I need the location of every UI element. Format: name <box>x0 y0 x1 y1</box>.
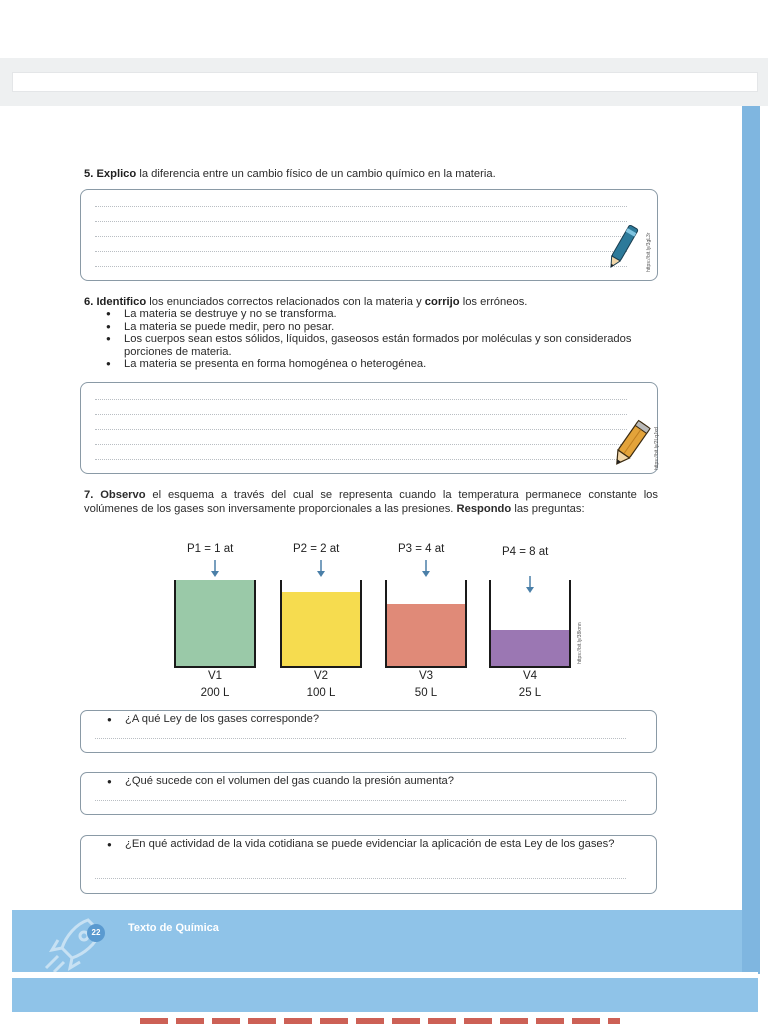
q5-text: la diferencia entre un cambio físico de un cambio químico en la materia. <box>136 168 496 180</box>
answer-line <box>95 206 627 207</box>
q7-verb-observo: Observo <box>100 489 146 501</box>
down-arrow-icon <box>210 560 220 578</box>
bottom-marks <box>140 1018 620 1024</box>
q6-verb-corrijo: corrijo <box>424 296 460 308</box>
pressure-label-1: P1 = 1 at <box>187 543 234 555</box>
pencil-icon <box>604 222 640 274</box>
beaker-1 <box>174 580 256 668</box>
volume-value-3: 50 L <box>414 687 438 699</box>
watermark-diagram: https://bit.ly/38kmn <box>577 622 583 664</box>
pressure-label-3: P3 = 4 at <box>398 543 445 555</box>
q5-verb: Explico <box>96 168 137 180</box>
answer-line <box>95 800 626 801</box>
gas-fill-2 <box>282 592 360 666</box>
q7-verb-respondo: Respondo <box>456 503 512 515</box>
q6-statement-2: ● La materia se puede medir, pero no pesar. <box>106 321 658 334</box>
beaker-4 <box>489 580 571 668</box>
q6-statement-4: ● La materia se presenta en forma homogénea o heterogénea. <box>106 358 658 371</box>
footer-title: Texto de Química <box>128 922 219 934</box>
answer-line <box>95 251 627 252</box>
q7-number: 7. <box>84 489 94 501</box>
answer-line <box>95 738 626 739</box>
volume-label-2: V2 <box>313 670 329 682</box>
q6-statement-list <box>106 308 658 371</box>
down-arrow-icon <box>316 560 326 578</box>
bullet-icon: ● <box>107 715 112 724</box>
q5-title <box>84 167 496 181</box>
answer-line <box>95 236 627 237</box>
watermark-pencil2: https://bit.ly/2LqJxd <box>654 427 660 470</box>
answer-line <box>95 878 626 879</box>
question-3-text: ¿En qué actividad de la vida cotidiana se puede evidenciar la aplicación de esta Ley de los gases? <box>125 838 615 850</box>
q7-text: el esquema a través del cual se representa cuando la temperatura permanece constante los volúmenes de los gases son inversamente proporcionales a las presiones. <box>84 489 659 515</box>
answer-line <box>95 444 627 445</box>
q7-end: las preguntas: <box>511 503 585 515</box>
watermark-pencil1: https://bit.ly/3gL3r <box>646 232 652 272</box>
answer-line <box>95 221 627 222</box>
q6-statement-1: ● La materia se destruye y no se transforma. <box>106 308 658 321</box>
q6-title <box>84 295 527 309</box>
bottom-strip <box>12 978 758 1012</box>
q6-mid: los enunciados correctos relacionados con la materia y <box>146 296 425 308</box>
answer-line <box>95 414 627 415</box>
volume-value-1: 200 L <box>200 687 230 699</box>
q5-answer-box[interactable] <box>80 189 658 281</box>
question-box-2[interactable] <box>80 772 657 815</box>
question-1-text: ¿A qué Ley de los gases corresponde? <box>125 713 320 725</box>
q6-answer-box[interactable] <box>80 382 658 474</box>
q6-end: los erróneos. <box>459 296 528 308</box>
bullet-icon: ● <box>107 777 112 786</box>
volume-value-4: 25 L <box>518 687 542 699</box>
volume-label-1: V1 <box>207 670 223 682</box>
top-strip-inner <box>12 72 758 92</box>
pressure-label-4: P4 = 8 at <box>502 546 549 558</box>
rocket-icon <box>40 912 110 974</box>
page-footer <box>12 910 742 972</box>
question-box-3[interactable] <box>80 835 657 894</box>
answer-line <box>95 399 627 400</box>
down-arrow-icon <box>421 560 431 578</box>
gas-fill-1 <box>176 580 254 666</box>
answer-line <box>95 429 627 430</box>
q7-paragraph <box>84 488 658 516</box>
q5-number: 5. <box>84 168 94 180</box>
question-2-text: ¿Qué sucede con el volumen del gas cuando la presión aumenta? <box>125 775 454 787</box>
answer-line <box>95 459 627 460</box>
pressure-label-2: P2 = 2 at <box>293 543 340 555</box>
pencil-icon <box>608 418 652 472</box>
beaker-3 <box>385 580 467 668</box>
gas-fill-3 <box>387 604 465 666</box>
volume-value-2: 100 L <box>306 687 336 699</box>
q6-number: 6. <box>84 296 94 308</box>
gas-fill-4 <box>491 630 569 666</box>
question-box-1[interactable] <box>80 710 657 753</box>
bullet-icon: ● <box>107 840 112 849</box>
q6-verb-identifico: Identifico <box>96 296 147 308</box>
q6-statement-3: ● Los cuerpos sean estos sólidos, líquidos, gaseosos están formados por moléculas y son considerados porciones de materia. <box>106 333 658 358</box>
right-accent-bar <box>742 106 760 974</box>
volume-label-3: V3 <box>418 670 434 682</box>
answer-line <box>95 266 627 267</box>
beaker-2 <box>280 580 362 668</box>
page-number-badge: 22 <box>87 924 105 942</box>
volume-label-4: V4 <box>522 670 538 682</box>
